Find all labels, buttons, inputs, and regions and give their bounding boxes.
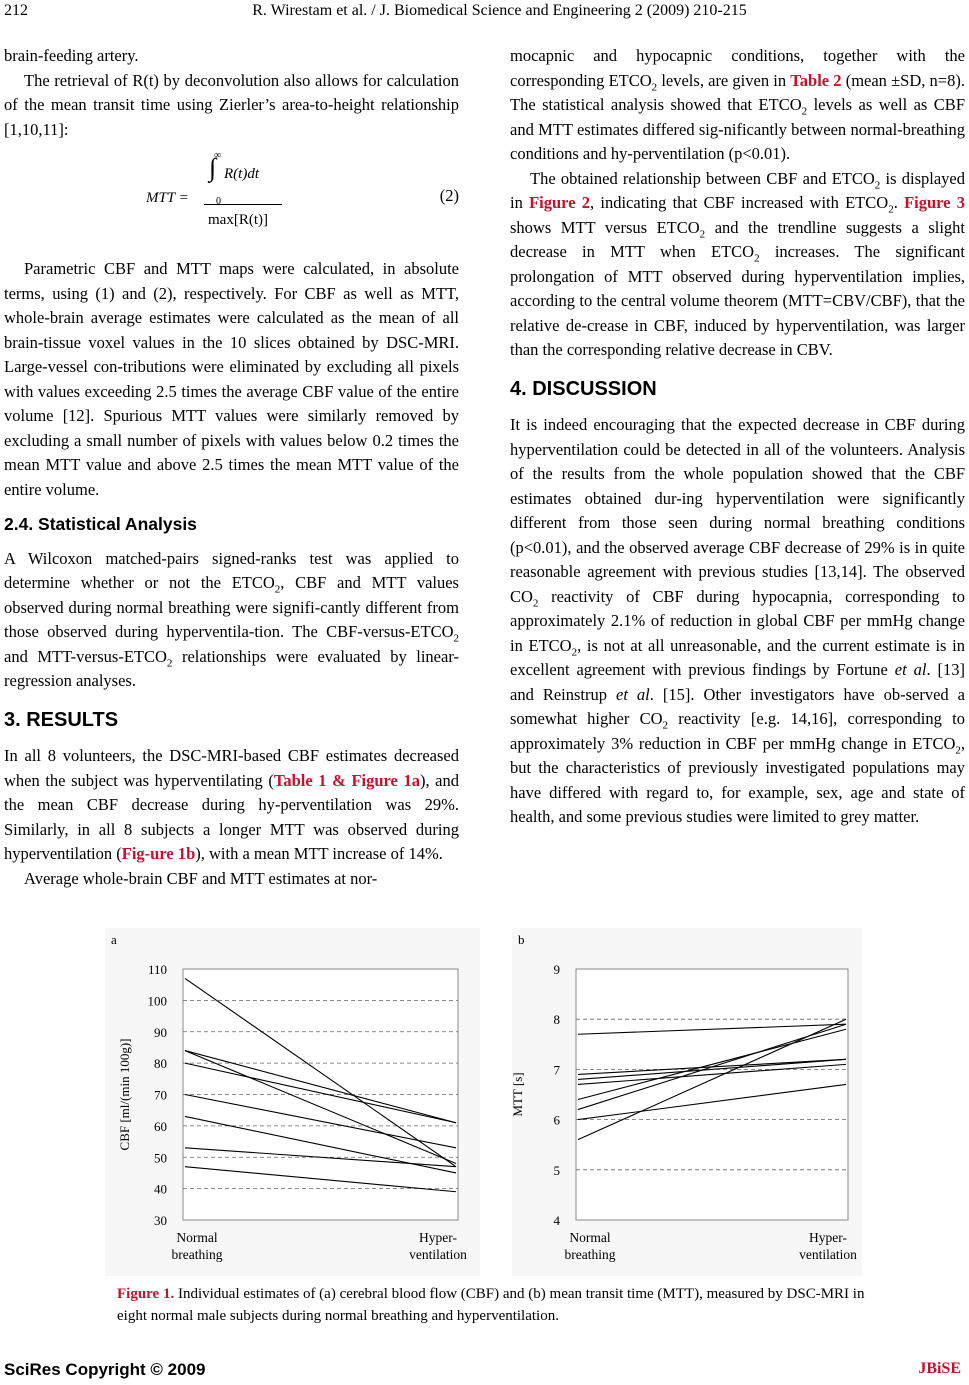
y-tick-label: 40 [154,1181,167,1197]
journal-abbreviation: JBiSE [918,1360,961,1377]
y-tick-label: 80 [154,1056,167,1072]
y-axis-label: CBF [ml/(min 100g)] [117,1038,132,1151]
running-title: R. Wirestam et al. / J. Biomedical Science and Engineering 2 (2009) 210-215 [252,2,747,19]
equation-lhs: MTT = [146,190,189,206]
panel-label: a [111,932,117,947]
y-tick-label: 7 [553,1062,560,1078]
equation-number: (2) [439,186,459,205]
paragraph: The obtained relationship between CBF and $ETCO_2$ is displayed in Figure 2, indicating that CBF increased with $ETCO_2$. Figure 3 shows MTT versus $ETCO_2$ and the trendline suggests a slight decrease in MTT when $ETCO_2$ increases. The significant prolongation of MTT observed during hyperventilation implies, according to the central volume theorem (MTT=CBV/CBF), that the relative de-crease in CBF, induced by hyperventilation, was larger than the corresponding relative decrease in CBV. [510,168,965,359]
panel-label: b [518,932,525,947]
y-tick-label: 110 [147,962,167,977]
paragraph: mocapnic and hypocapnic conditions, together with the corresponding $ETCO_2$ levels, are given in Table 2 (mean ±SD, n=8). The statistical analysis showed that $ETCO_2$ levels as well as CBF and MTT estimates differed sig-nificantly between normal-breathing conditions and hy-perventilation (p<0.01). [510,46,965,163]
integral-sign: ∫ [209,153,217,182]
x-category-label: Normal breathing [564,1230,616,1262]
running-header [0,2,969,26]
paragraph: Average whole-brain CBF and MTT estimates at nor- [24,868,378,888]
y-axis-label: MTT [s] [510,1072,525,1117]
y-tick-label: 60 [154,1118,167,1134]
left-column [4,44,459,891]
y-tick-label: 6 [553,1112,560,1128]
fraction-bar [204,204,282,205]
table-2-link[interactable]: Table 2 [790,70,842,90]
equation-numerator: R(t)dt [224,166,259,182]
table-1-link[interactable]: Table 1 [273,770,327,790]
copyright-notice: SciRes Copyright © 2009 [4,1360,206,1379]
figure-1a-chart [105,928,480,1276]
paragraph: It is indeed encouraging that the expected decrease in CBF during hyperventilation could be detected in all of the volunteers. Analysis of the results from the whole population showed that the CBF estimates obtained dur-ing hyperventilation were significantly different from those seen during normal breathing conditions (p<0.01), and the observed average CBF decrease of 29% is in quite reasonable agreement with previous studies [13,14]. The observed $CO_2$ reactivity of CBF during hypocapnia, corresponding to approximately 2.1% of reduction in global CBF per mmHg change in $ETCO_2$, is not at all unreasonable, and the current estimate is in excellent agreement with previous findings by Fortune et al. [13] and Reinstrup et al. [15]. Other investigators have ob-served a somewhat higher $CO_2$ reactivity [e.g. 14,16], corresponding to approximately 3% reduction in CBF per mmHg change in $ETCO_2$, but the characteristics of previously investigated populations may have differed with regard to, for example, sex, age and state of health, and some previous studies were limited to grey matter. [510,415,965,826]
y-tick-label: 4 [553,1213,560,1228]
page-footer [0,1360,969,1384]
paragraph: A Wilcoxon matched-pairs signed-ranks test was applied to determine whether or not the $ETCO_2$, CBF and MTT values observed during normal breathing were signifi-cantly different from those observed during hyperventila-tion. The CBF-$versus-ETCO_2$ and MTT-$versus-ETCO_2$ relationships were evaluated by linear-regression analyses. [4,548,459,690]
paragraph: The retrieval of R(t) by deconvolution also allows for calculation of the mean transit time using Zierler’s area-to-height relationship [1,10,11]: [4,70,459,139]
y-tick-label: 50 [154,1150,167,1166]
paragraph: brain-feeding artery. [4,46,139,65]
section-heading: 2.4. Statistical Analysis [4,514,197,534]
section-heading: 4. DISCUSSION [510,377,657,400]
figure-3-link[interactable]: Figure 3 [904,193,965,212]
figure-caption-label: Figure 1. [117,1286,175,1302]
y-tick-label: 30 [154,1213,167,1228]
figure-caption [117,1283,877,1327]
x-category-label: Hyper-ventilation [409,1230,467,1262]
y-tick-label: 9 [553,962,560,977]
figure-1b-link[interactable]: Fig-ure 1b [121,844,196,863]
x-category-label: Normal breathing [171,1230,223,1262]
plot-area [576,969,848,1220]
figure-1a-link[interactable]: Figure 1a [351,770,420,790]
figure-caption-text: Individual estimates of (a) cerebral blood flow (CBF) and (b) mean transit time (MTT), measured by DSC-MRI in eight normal male subjects during normal breathing and hyperventilation. [117,1286,865,1324]
integral-lower-limit: 0 [216,196,221,207]
figure-2-link[interactable]: Figure 2 [529,193,591,212]
x-category-label: Hyper-ventilation [799,1230,857,1262]
page-number: 212 [4,2,28,19]
section-heading: 3. RESULTS [4,708,119,731]
y-tick-label: 5 [553,1162,560,1178]
equation-denominator: max[R(t)] [208,212,268,228]
y-tick-label: 8 [553,1012,560,1028]
y-tick-label: 90 [154,1024,167,1040]
paragraph: In all 8 volunteers, the DSC-MRI-based CBF estimates decreased when the subject was hyperventilating (Table 1 & Figure 1a), and the mean CBF decrease during hy-perventilation was 29%. Similarly, in all 8 subjects a longer MTT was observed during hyperventilation (Fig-ure 1b), with a mean MTT increase of 14%. [4,746,459,863]
y-tick-label: 70 [154,1087,167,1103]
right-column [510,44,965,830]
y-tick-label: 100 [147,993,167,1009]
paragraph: Parametric CBF and MTT maps were calculated, in absolute terms, using (1) and (2), respectively. For CBF as well as MTT, whole-brain average estimates were calculated as the mean of all brain-tissue voxel values in the 10 slices obtained by DSC-MRI. Large-vessel con-tributions were eliminated by excluding all pixels with values exceeding 2.5 times the average CBF value of the entire volume [12]. Spurious MTT values were similarly removed by excluding a small number of pixels with values below 0.2 times the mean MTT value and above 2.5 times the mean MTT value of the entire volume. [4,259,459,499]
integral-upper-limit: ∞ [214,150,222,161]
figure-1b-chart [512,928,862,1276]
equation-2 [4,142,459,257]
